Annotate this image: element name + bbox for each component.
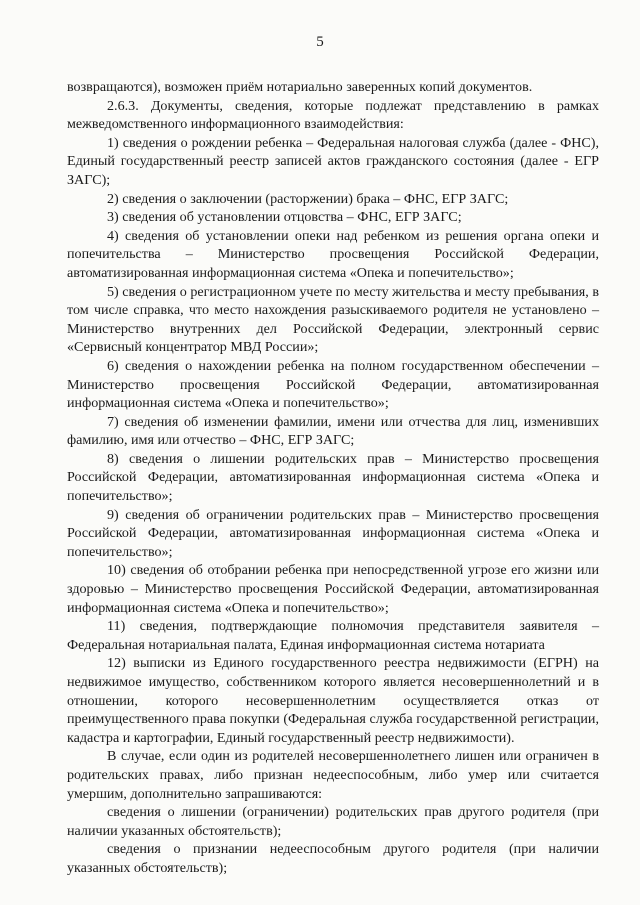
paragraph: 10) сведения об отобрании ребенка при непосредственной угрозе его жизни или здоровью – Министерство просвещения Российской Федерации, автоматизированная информационная система «Опека и попечительство»; (67, 562, 599, 616)
paragraph: 1) сведения о рождении ребенка – Федеральная налоговая служба (далее - ФНС), Единый государственный реестр записей актов гражданского состояния (далее - ЕГР ЗАГС); (67, 134, 599, 188)
paragraph: В случае, если один из родителей несовершеннолетнего лишен или ограничен в родительских правах, либо признан недееспособным, либо умер или считается умершим, дополнительно запрашиваются: (67, 748, 599, 802)
page-number: 5 (316, 34, 324, 50)
paragraph: возвращаются), возможен приём нотариально заверенных копий документов. (67, 79, 533, 95)
paragraph: 4) сведения об установлении опеки над ребенком из решения органа опеки и попечительства – Министерство просвещения Российской Федерации, автоматизированная информационная система «Опека и попечительство»; (67, 227, 599, 281)
paragraph: 2) сведения о заключении (расторжении) брака – ФНС, ЕГР ЗАГС; (107, 190, 509, 207)
paragraph: 5) сведения о регистрационном учете по месту жительства и месту пребывания, в том числе справка, что место нахождения разыскиваемого родителя не установлено – Министерство внутренних дел Российской Федерации, электронный сервис «Сервисный концентратор МВД России»; (67, 283, 599, 356)
paragraph: 6) сведения о нахождении ребенка на полном государственном обеспечении – Министерство просвещения Российской Федерации, автоматизированная информационная система «Опека и попечительство»; (67, 357, 599, 412)
paragraph: 11) сведения, подтверждающие полномочия представителя заявителя – Федеральная нотариальная палата, Единая информационная система нотариата (67, 618, 599, 653)
document-body (67, 78, 599, 878)
paragraph: 8) сведения о лишении родительских прав – Министерство просвещения Российской Федерации, автоматизированная информационная система «Опека и попечительство»; (67, 450, 599, 505)
paragraph: 2.6.3. Документы, сведения, которые подлежат представлению в рамках межведомственного информационного взаимодействия: (67, 97, 599, 133)
paragraph: 7) сведения об изменении фамилии, имени или отчества для лиц, изменивших фамилию, имя или отчество – ФНС, ЕГР ЗАГС; (67, 413, 599, 449)
paragraph: 9) сведения об ограничении родительских прав – Министерство просвещения Российской Федерации, автоматизированная информационная система «Опека и попечительство»; (67, 506, 599, 560)
paragraph: сведения о лишении (ограничении) родительских прав другого родителя (при наличии указанных обстоятельств); (67, 804, 599, 839)
paragraph: сведения о признании недееспособным другого родителя (при наличии указанных обстоятельств); (67, 841, 599, 876)
paragraph: 3) сведения об установлении отцовства – ФНС, ЕГР ЗАГС; (107, 209, 462, 226)
paragraph: 12) выписки из Единого государственного реестра недвижимости (ЕГРН) на недвижимое имущество, собственником которого является несовершеннолетний и в отношении, которого несовершеннолетним осуществляется отказ от преимущественного права покупки (Федеральная служба государственной регистрации, кадастра и картографии, Единый государственный реестр недвижимости). (67, 655, 599, 746)
